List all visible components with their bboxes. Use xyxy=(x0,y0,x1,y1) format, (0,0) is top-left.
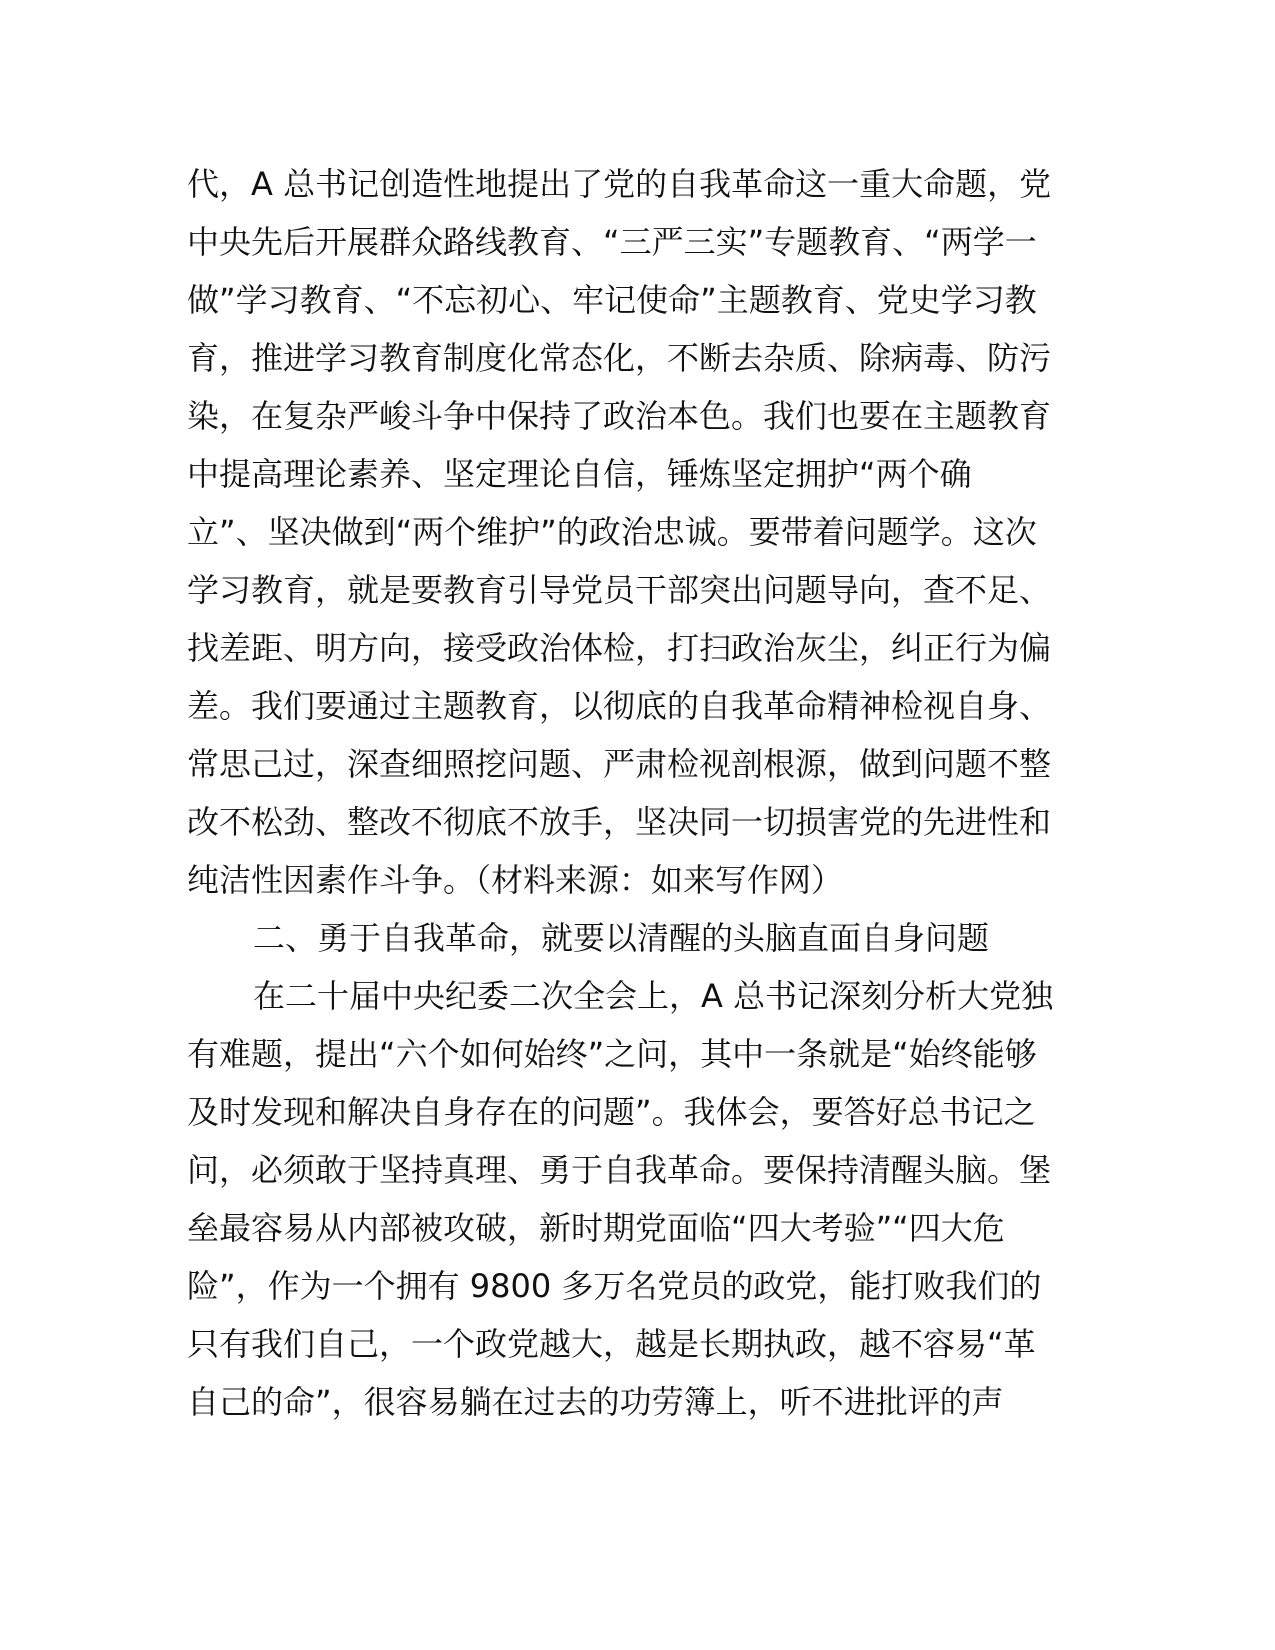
paragraph-line: 险”，作为一个拥有 9800 多万名党员的政党，能打败我们的 xyxy=(187,1267,1042,1305)
section-heading: 二、勇于自我革命，就要以清醒的头脑直面自身问题 xyxy=(253,919,990,957)
paragraph-line: 代，A 总书记创造性地提出了党的自我革命这一重大命题，党 xyxy=(187,165,1052,203)
paragraph-line: 学习教育，就是要教育引导党员干部突出问题导向，查不足、 xyxy=(187,571,1052,609)
paragraph-line: 问，必须敢于坚持真理、勇于自我革命。要保持清醒头脑。堡 xyxy=(187,1151,1052,1189)
paragraph-line: 有难题，提出“六个如何始终”之问，其中一条就是“始终能够 xyxy=(187,1035,1037,1073)
document-body xyxy=(187,155,1087,1431)
paragraph-line: 染，在复杂严峻斗争中保持了政治本色。我们也要在主题教育 xyxy=(187,397,1052,435)
paragraph-line: 垒最容易从内部被攻破，新时期党面临“四大考验”“四大危 xyxy=(187,1209,1005,1247)
paragraph-line: 常思己过，深查细照挖问题、严肃检视剖根源，做到问题不整 xyxy=(187,745,1052,783)
paragraph-line: 自己的命”，很容易躺在过去的功劳簿上，听不进批评的声 xyxy=(187,1383,1004,1421)
paragraph-line: 及时发现和解决自身存在的问题”。我体会，要答好总书记之 xyxy=(187,1093,1036,1131)
paragraph-line: 找差距、明方向，接受政治体检，打扫政治灰尘，纠正行为偏 xyxy=(187,629,1052,667)
paragraph-line: 差。我们要通过主题教育，以彻底的自我革命精神检视自身、 xyxy=(187,687,1052,725)
paragraph-line: 育，推进学习教育制度化常态化，不断去杂质、除病毒、防污 xyxy=(187,339,1052,377)
paragraph-line: 在二十届中央纪委二次全会上，A 总书记深刻分析大党独 xyxy=(253,977,1054,1015)
paragraph-line: 纯洁性因素作斗争。（材料来源：如来写作网） xyxy=(187,861,844,899)
paragraph-line: 立”、坚决做到“两个维护”的政治忠诚。要带着问题学。这次 xyxy=(187,513,1037,551)
paragraph-line: 做”学习教育、“不忘初心、牢记使命”主题教育、党史学习教 xyxy=(187,281,1037,319)
paragraph-line: 改不松劲、整改不彻底不放手，坚决同一切损害党的先进性和 xyxy=(187,803,1052,841)
paragraph-line: 中提高理论素养、坚定理论自信，锤炼坚定拥护“两个确 xyxy=(187,455,972,493)
paragraph-line: 中央先后开展群众路线教育、“三严三实”专题教育、“两学一 xyxy=(187,223,1037,261)
paragraph-line: 只有我们自己，一个政党越大，越是长期执政，越不容易“革 xyxy=(187,1325,1036,1363)
